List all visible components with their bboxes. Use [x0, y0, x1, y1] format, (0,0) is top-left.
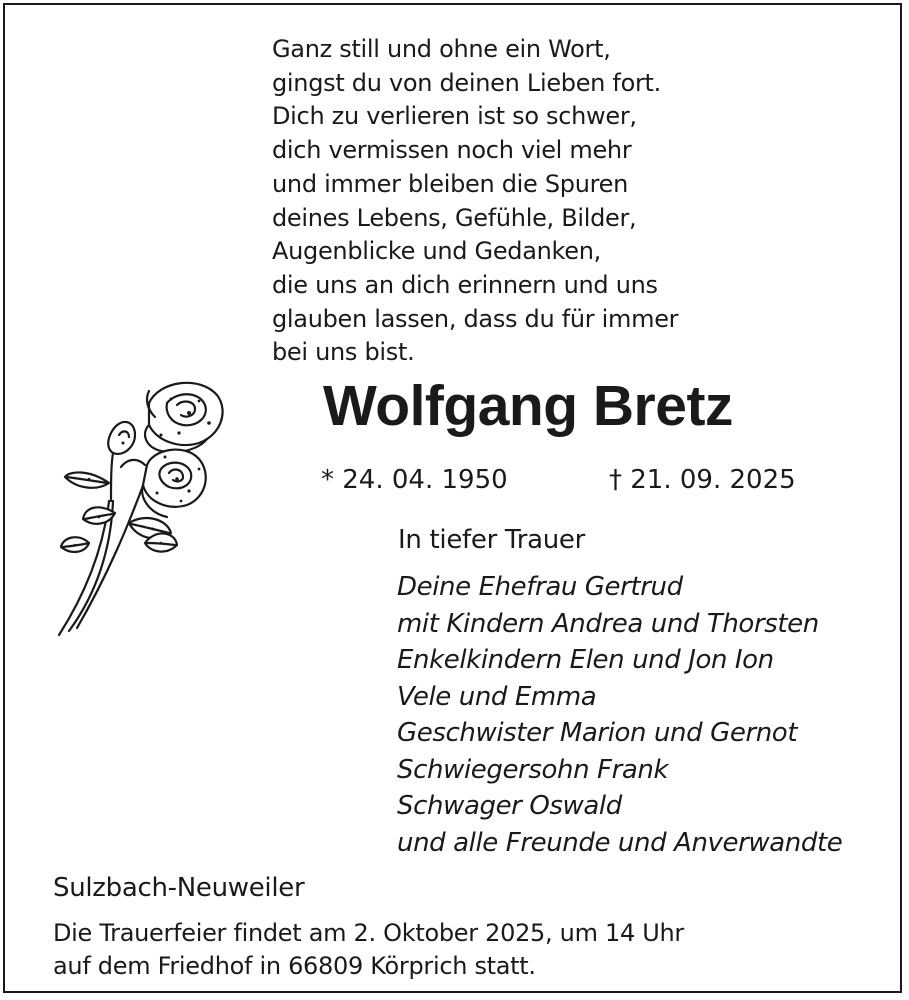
- place-name: Sulzbach-Neuweiler: [53, 873, 305, 903]
- roses-icon: [49, 373, 229, 643]
- mourner-line: Enkelkindern Elen und Jon Ion: [397, 645, 774, 675]
- poem-line: gingst du von deinen Lieben fort.: [272, 68, 661, 97]
- ceremony-line: auf dem Friedhof in 66809 Körprich statt.: [53, 952, 536, 980]
- mourner-line: und alle Freunde und Anverwandte: [397, 827, 843, 858]
- poem-line: glauben lassen, dass du für immer: [272, 304, 679, 333]
- death-date: † 21. 09. 2025: [609, 465, 796, 495]
- mourners-list: [397, 569, 842, 861]
- mourner-line: Schwager Oswald: [397, 791, 622, 821]
- deceased-name: Wolfgang Bretz: [323, 374, 733, 438]
- mourning-heading: In tiefer Trauer: [398, 525, 585, 555]
- poem-line: Augenblicke und Gedanken,: [272, 237, 601, 266]
- ceremony-line: Die Trauerfeier findet am 2. Oktober 2025, um 14 Uhr: [53, 919, 684, 947]
- obituary-notice: [3, 3, 902, 993]
- mourner-line: Schwiegersohn Frank: [397, 754, 669, 785]
- poem-line: und immer bleiben die Spuren: [272, 169, 629, 198]
- mourner-line: mit Kindern Andrea und Thorsten: [397, 608, 819, 639]
- memorial-poem: [272, 33, 678, 370]
- ceremony-info: [53, 917, 684, 983]
- poem-line: Ganz still und ohne ein Wort,: [272, 35, 611, 63]
- poem-line: bei uns bist.: [272, 338, 415, 367]
- poem-line: Dich zu verlieren ist so schwer,: [272, 102, 637, 131]
- mourner-line: Vele und Emma: [397, 681, 597, 712]
- birth-date: * 24. 04. 1950: [321, 465, 508, 495]
- poem-line: die uns an dich erinnern und uns: [272, 270, 658, 299]
- mourner-line: Deine Ehefrau Gertrud: [397, 572, 683, 602]
- poem-line: dich vermissen noch viel mehr: [272, 136, 632, 165]
- poem-line: deines Lebens, Gefühle, Bilder,: [272, 203, 637, 232]
- mourner-line: Geschwister Marion und Gernot: [397, 718, 798, 748]
